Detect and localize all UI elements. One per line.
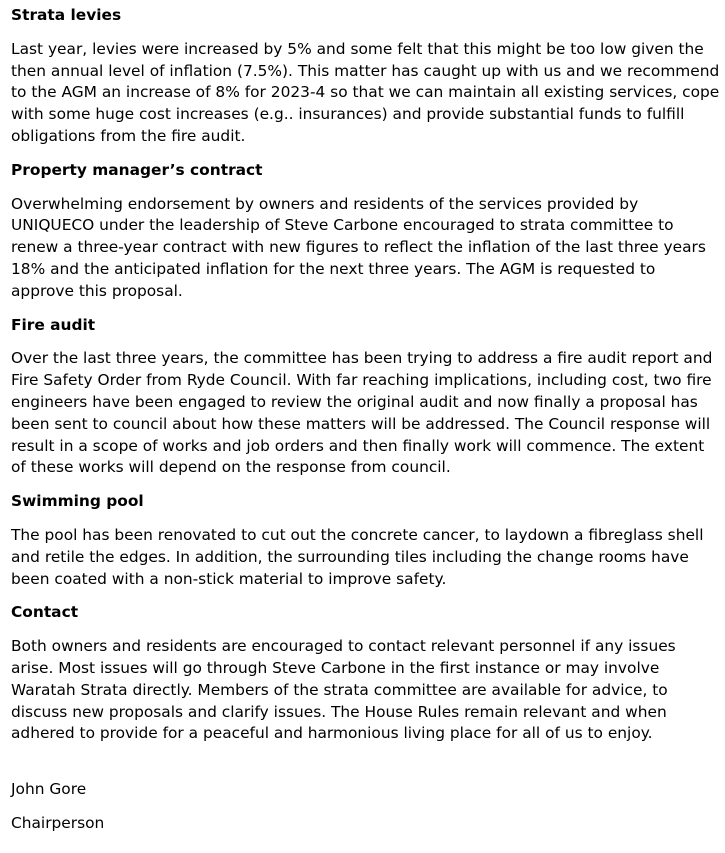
section-contact xyxy=(11,602,721,745)
section-paragraph: The pool has been renovated to cut out the concrete cancer, to laydown a fibreglass shell and retile the edges. In addition, the surrounding tiles including the change rooms have been coated with a non-stick material to improve safety. xyxy=(11,525,704,588)
section-paragraph: Overwhelming endorsement by owners and residents of the services provided by UNIQUECO under the leadership of Steve Carbone encouraged to strata committee to renew a three-year contract with new figures to reflect the inflation of the last three years 18% and the anticipated inflation for the next three years. The AGM is requested to approve this proposal. xyxy=(11,194,706,300)
section-paragraph: Last year, levies were increased by 5% and some felt that this might be too low given the then annual level of inflation (7.5%). This matter has caught up with us and we recommend to the AGM an increase of 8% for 2023-4 so that we can maintain all existing services, cope with some huge cost increases (e.g.. insurances) and provide substantial funds to fulfill obligations from the fire audit. xyxy=(11,39,720,145)
section-heading: Strata levies xyxy=(11,6,122,24)
section-heading: Fire audit xyxy=(11,315,96,334)
section-heading: Swimming pool xyxy=(11,492,144,511)
section-strata-levies xyxy=(11,5,721,148)
section-paragraph: Both owners and residents are encouraged to contact relevant personnel if any issues arise. Most issues will go through Steve Carbone in the first instance or may involve Waratah Strata directly. Members of the strata committee are available for advice, to discuss new proposals and clarify issues. The House Rules remain relevant and when adhered to provide for a peaceful and harmonious living place for all of us to enjoy. xyxy=(11,637,676,743)
section-heading: Property manager’s contract xyxy=(11,160,263,179)
signoff-title: Chairperson xyxy=(11,813,105,832)
signoff-block xyxy=(11,779,721,835)
section-swimming-pool xyxy=(11,491,721,590)
section-fire-audit xyxy=(11,315,721,480)
signoff-name: John Gore xyxy=(11,780,87,799)
section-property-manager-contract xyxy=(11,160,721,303)
section-paragraph: Over the last three years, the committee has been trying to address a fire audit report and Fire Safety Order from Ryde Council. With far reaching implications, including cost, two fire engineers have been engaged to review the original audit and now finally a proposal has been sent to council about how these matters will be addressed. The Council response will result in a scope of works and job orders and then finally work will commence. The extent of these works will depend on the response from council. xyxy=(11,349,713,477)
section-heading: Contact xyxy=(11,603,79,622)
